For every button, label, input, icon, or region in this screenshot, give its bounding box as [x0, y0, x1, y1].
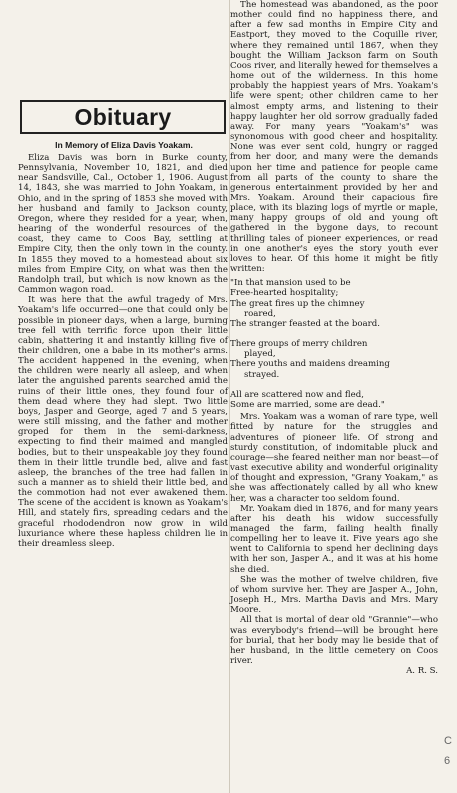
poem-line: strayed.	[244, 369, 280, 380]
poem-line: Some are married, some are dead."	[230, 400, 385, 411]
poem-line: There youths and maidens dreaming	[230, 359, 390, 370]
poem-line: "In that mansion used to be	[230, 278, 351, 289]
signature: A. R. S.	[406, 666, 438, 677]
poem-line: There groups of merry children	[230, 339, 368, 350]
left-column	[18, 153, 228, 549]
poem-line: roared,	[244, 308, 276, 319]
headline: Obituary	[74, 103, 172, 130]
headline-box	[20, 100, 226, 134]
poem-line: The great fires up the chimney	[230, 298, 365, 309]
paragraph: All that is mortal of dear old "Grannie"—who was everybody's friend—will be brought here for burial, that her body may lie beside that of her husband, in the little cemetery on Coos river.	[230, 615, 438, 666]
right-column	[230, 0, 438, 676]
paragraph: Mrs. Yoakam was a woman of rare type, well fitted by nature for the struggles and adventures of pioneer life. Of strong and sturdy constitution, of indomitable pluck and courage—she feared neither man nor beast—of vast executive ability and wonderful originality of thought and expression, "Grany Yoakam," as she was affectionately called by all who knew her, was a character too seldom found.	[230, 412, 438, 504]
poem-line: The stranger feasted at the board.	[230, 318, 380, 329]
paragraph: It was here that the awful tragedy of Mrs. Yoakam's life occurred—one that could only be possible in pioneer days, when a large, burning tree fell with terrific force upon their little cabin, shattering it and instantly killing five of their children, one a babe in its mother's arms. The accident happened in the evening, when the children were nearly all asleep, and when later the anguished parents searched amid the ruins of their little ones, they found four of them dead where they had slept. Two little boys, Jasper and George, aged 7 and 5 years, were still missing, and the father and mother groped for them in the semi-darkness, expecting to find their maimed and mangled bodies, but to their unspeakable joy they found them in their little trundle bed, alive and fast asleep, the branches of the tree had fallen in such a manner as to shield their little bed, and the commotion had not ever awakened them. The scene of the accident is known as Yoakam's Hill, and stately firs, spreading cedars and the graceful rhododendron now grow in wild luxuriance where these hapless children lie in their dreamless sleep.	[18, 295, 228, 549]
poem-line	[230, 329, 438, 339]
paragraph: The homestead was abandoned, as the poor mother could find no happiness there, and after a few sad months in Empire City and Eastport, they moved to the Coquille river, where they remained until 1867, when they bought the William Jackson farm on South Coos river, and literally hewed for themselves a home out of the wilderness. In this home probably the happiest years of Mrs. Yoakam's life were spent; other children came to her almost empty arms, and listening to their happy laughter her old sorrow gradually faded away. For many years "Yoakam's" was synonomous with good cheer and hospitality. None was ever sent cold, hungry or ragged from her door, and many were the demands upon her time and patience for people came from all parts of the county to share the generous entertainment provided by her and Mrs. Yoakam. Around their capacious fire place, with its blazing logs of myrtle or maple, many happy groups of old and young oft gathered in the bygone days, to recount thrilling tales of pioneer experiences, or read in one another's eyes the story youth ever loves to hear. Of this home it might be fitly written:	[230, 0, 438, 275]
poem-line: Free-hearted hospitality;	[230, 288, 339, 299]
paragraph: She was the mother of twelve children, five of whom survive her. They are Jasper A., John, Joseph H., Mrs. Martha Davis and Mrs. Mary Moore.	[230, 574, 438, 616]
margin-mark: C	[444, 735, 452, 747]
poem-line: played,	[244, 349, 276, 360]
poem	[230, 278, 438, 410]
margin-mark: 6	[444, 755, 451, 767]
subheadline: In Memory of Eliza Davis Yoakam.	[55, 140, 193, 150]
paragraph: Mr. Yoakam died in 1876, and for many years after his death his widow successfully managed the farm, failing health finally compelling her to leave it. Five years ago she went to California to spend her declining days with her son, Jasper A., and it was at his home she died.	[230, 503, 438, 575]
poem-line: All are scattered now and fled,	[230, 389, 364, 400]
poem-line	[230, 380, 438, 390]
paragraph: Eliza Davis was born in Burke county, Pennsylvania, November 10, 1821, and died near Sandsville, Cal., October 1, 1906. August 14, 1843, she was married to John Yoakam, in Ohio, and in the spring of 1853 she moved with her husband and family to Jackson county, Oregon, where they resided for a year, when, hearing of the wonderful resources of the coast, they came to Coos Bay, settling at Empire City, then the only town in the county. In 1855 they moved to a homestead about six miles from Empire City, on what was then the Randolph trail, but which is now known as the Cammon wagon road.	[18, 153, 228, 296]
